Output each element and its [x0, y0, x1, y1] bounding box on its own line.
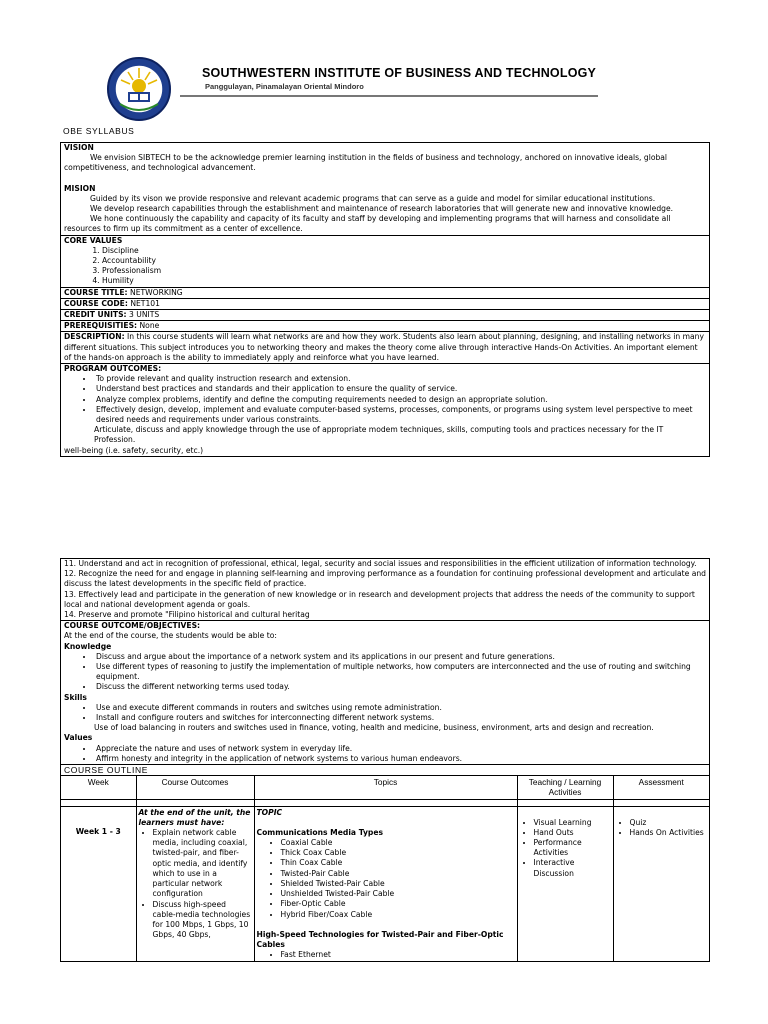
- list-item: • Install and configure routers and switches for interconnecting different network systems.: [94, 713, 706, 723]
- list-item: • Analyze complex problems, identify and define the computing requirements needed to design an appropriate solution.: [94, 395, 706, 405]
- program-outcomes-list: [64, 374, 706, 425]
- list-item: 4. Humility: [102, 276, 706, 286]
- numbered-outcome: 12. Recognize the need for and engage in planning self-learning and improving performance as a foundation for continuing professional development and articulate and discuss the latest developments in the specific field of practice.: [64, 569, 707, 589]
- list-item: • Visual Learning: [534, 818, 611, 828]
- knowledge-label: Knowledge: [64, 641, 112, 651]
- course-outline-title: COURSE OUTLINE: [61, 765, 709, 776]
- description-row: [61, 332, 709, 364]
- column-header-outcomes: Course Outcomes: [136, 776, 254, 799]
- course-title-row: [61, 288, 709, 299]
- course-code-label: COURSE CODE:: [64, 298, 128, 308]
- list-item: 3. Professionalism: [102, 266, 706, 276]
- skills-continuation: Use of load balancing in routers and switches used in finance, voting, health and medicine, business, environment, arts and design and recreation.: [94, 723, 654, 733]
- list-item: • Explain network cable media, including coaxial, twisted-pair, and fiber-optic media, and identify which to use in a particular network configuration: [153, 828, 252, 899]
- mision-paragraph-2: We develop research capabilities through the establishment and maintenance of research laboratories that will generate new and innovative knowledge.: [90, 204, 674, 214]
- column-header-week: Week: [61, 776, 136, 799]
- course-outcomes-intro: At the end of the course, the students would be able to:: [64, 631, 277, 641]
- list-item: 2. Accountability: [102, 256, 706, 266]
- syllabus-page-2: [60, 558, 710, 962]
- sibtech-seal-icon: [106, 56, 172, 122]
- topics-list: [257, 838, 515, 920]
- program-outcome-trailing: well-being (i.e. safety, security, etc.): [64, 445, 204, 455]
- core-values-list: [64, 246, 706, 287]
- column-header-activities: Teaching / Learning Activities: [517, 776, 613, 799]
- list-item: • Effectively design, develop, implement and evaluate computer-based systems, processes, components, or programs using system level perspective to meet desired needs and requirements under various constraints.: [94, 405, 706, 425]
- syllabus-page-1: [60, 142, 710, 457]
- topic-heading: Communications Media Types: [256, 827, 384, 837]
- vision-label: VISION: [64, 143, 94, 152]
- course-outline-table: [61, 776, 709, 961]
- table-separator-row: [61, 799, 709, 806]
- assessment-list: [616, 818, 708, 838]
- column-header-assessment: Assessment: [613, 776, 709, 799]
- list-item: • Appreciate the nature and uses of network system in everyday life.: [94, 744, 706, 754]
- core-values-label: CORE VALUES: [64, 235, 123, 245]
- course-code-row: [61, 299, 709, 310]
- school-address: Panggulayan, Pinamalayan Oriental Mindoro: [205, 82, 364, 91]
- mision-paragraph-1: Guided by its vison we provide responsive and relevant academic programs that can serve as a guide and model for similar educational institutions.: [90, 193, 656, 203]
- vision-text: We envision SIBTECH to be the acknowledge premier learning institution in the fields of business and technology, anchored on innovative ideals, global competitiveness, and technological advancement.: [64, 153, 668, 173]
- assessment-cell: [613, 806, 709, 961]
- topics-list: [257, 950, 515, 960]
- list-item: • Hands On Activities: [630, 828, 708, 838]
- knowledge-list: [64, 652, 706, 693]
- values-list: [64, 744, 706, 764]
- list-item: • Hand Outs: [534, 828, 611, 838]
- prerequisites-value: None: [139, 321, 160, 331]
- program-outcomes-section: [61, 364, 709, 456]
- numbered-outcome: 13. Effectively lead and participate in the generation of new knowledge or in research and development projects that address the needs of the community to support local and national development agenda or goals.: [64, 589, 695, 609]
- list-item: 1. Discipline: [102, 246, 706, 256]
- mision-label: MISION: [64, 183, 96, 193]
- numbered-outcome: 11. Understand and act in recognition of professional, ethical, legal, security and social issues and responsibilities in the efficient utilization of information technology.: [64, 559, 697, 568]
- mision-paragraph-3: We hone continuously the capability and capacity of its faculty and staff by developing and implementing programs that will harness and consolidate all resources to firm up its commitment as a center of excellence.: [64, 214, 671, 234]
- list-item: • Performance Activities: [534, 838, 611, 858]
- numbered-outcome: 14. Preserve and promote "Filipino historical and cultural heritag: [64, 610, 310, 620]
- credit-units-label: CREDIT UNITS:: [64, 310, 127, 320]
- skills-label: Skills: [64, 692, 87, 702]
- program-outcomes-continued: [61, 559, 709, 621]
- list-item: • Interactive Discussion: [534, 858, 611, 878]
- skills-list: [64, 703, 706, 723]
- list-item: • Understand best practices and standards and their application to ensure the quality of service.: [94, 384, 706, 394]
- core-values-section: [61, 236, 709, 288]
- prerequisites-row: [61, 321, 709, 332]
- course-outcomes-section: [61, 621, 709, 765]
- list-item: • Unshielded Twisted-Pair Cable: [281, 889, 515, 899]
- list-item: • Fast Ethernet: [281, 950, 515, 960]
- credit-units-row: [61, 310, 709, 321]
- program-outcome-continuation: Articulate, discuss and apply knowledge through the use of appropriate modem techniques, skills, computing tools and practices necessary for the IT Profession.: [94, 425, 664, 445]
- activities-list: [520, 818, 611, 879]
- outcomes-list: [139, 828, 252, 940]
- document-label: OBE SYLLABUS: [63, 126, 135, 136]
- column-header-topics: Topics: [254, 776, 517, 799]
- list-item: • Use different types of reasoning to justify the implementation of multiple networks, how computers are interconnected and the use of routing and switching equipment.: [94, 662, 706, 682]
- list-item: • Coaxial Cable: [281, 838, 515, 848]
- course-code-value: NET101: [130, 298, 160, 308]
- activities-cell: [517, 806, 613, 961]
- list-item: • Discuss high-speed cable-media technologies for 100 Mbps, 1 Gbps, 10 Gbps, 40 Gbps,: [153, 900, 252, 941]
- list-item: • Twisted-Pair Cable: [281, 869, 515, 879]
- week-cell: Week 1 - 3: [61, 806, 136, 961]
- school-name: SOUTHWESTERN INSTITUTE OF BUSINESS AND TECHNOLOGY: [202, 66, 597, 80]
- list-item: • Thin Coax Cable: [281, 858, 515, 868]
- topics-cell: [254, 806, 517, 961]
- list-item: • Affirm honesty and integrity in the application of network systems to various human endeavors.: [94, 754, 706, 764]
- course-outcomes-label: COURSE OUTCOME/OBJECTIVES:: [64, 621, 201, 631]
- program-outcomes-label: PROGRAM OUTCOMES:: [64, 364, 162, 374]
- list-item: • To provide relevant and quality instruction research and extension.: [94, 374, 706, 384]
- list-item: • Fiber-Optic Cable: [281, 899, 515, 909]
- list-item: • Thick Coax Cable: [281, 848, 515, 858]
- topic-heading: High-Speed Technologies for Twisted-Pair and Fiber-Optic Cables: [256, 929, 504, 949]
- course-title-value: NETWORKING: [130, 287, 183, 297]
- list-item: • Discuss the different networking terms used today.: [94, 682, 706, 692]
- vision-mission-section: [61, 143, 709, 236]
- description-text: In this course students will learn what networks are and how they work. Students also learn about planning, designing, and installing networks in many different situations. This subject introduces you to networking theory and makes the theory come alive through interactive Hands-On Activities. An important element of the hands-on approach is the ability to immediately apply and reinforce what you have learned.: [64, 332, 704, 362]
- list-item: • Discuss and argue about the importance of a network system and its applications in our present and future generations.: [94, 652, 706, 662]
- list-item: • Shielded Twisted-Pair Cable: [281, 879, 515, 889]
- header-rule: [180, 95, 598, 97]
- topic-label: TOPIC: [256, 807, 283, 817]
- list-item: • Quiz: [630, 818, 708, 828]
- prerequisites-label: PREREQUISITIES:: [64, 321, 138, 331]
- outcomes-intro: At the end of the unit, the learners must have:: [138, 807, 251, 827]
- outcomes-cell: [136, 806, 254, 961]
- list-item: • Use and execute different commands in routers and switches using remote administration.: [94, 703, 706, 713]
- description-label: DESCRIPTION:: [64, 332, 125, 342]
- values-label: Values: [64, 733, 93, 743]
- table-row: [61, 806, 709, 961]
- credit-units-value: 3 UNITS: [129, 310, 160, 320]
- course-outline-section: [61, 765, 709, 961]
- table-header-row: [61, 776, 709, 799]
- list-item: • Hybrid Fiber/Coax Cable: [281, 910, 515, 920]
- course-title-label: COURSE TITLE:: [64, 287, 128, 297]
